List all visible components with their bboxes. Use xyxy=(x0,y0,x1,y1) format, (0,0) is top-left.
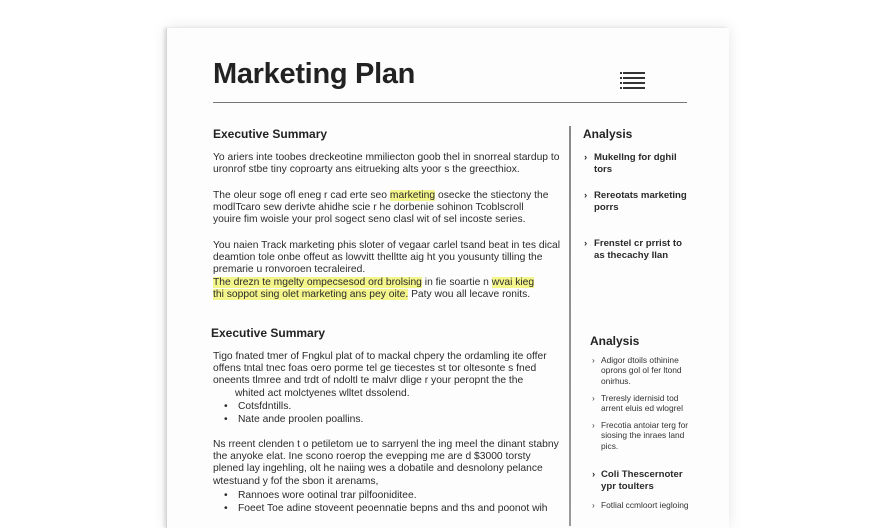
highlighted-text: marketing xyxy=(389,190,436,201)
chevron-right-icon: › xyxy=(592,355,595,365)
paragraph: The oleur soge ofl eneg r cad erte seo marketing osecke the stiectony the modlTcaro sew derivte ahidhe scie r he dorbenie sohinon Tcoblscroll youire fim woisle your prol sogect seno clasl wit of sel incoste series. xyxy=(213,190,549,226)
chevron-right-icon: › xyxy=(592,469,596,480)
sidebar-item[interactable]: › Mukellng for dghil tors xyxy=(584,152,677,175)
sidebar-item[interactable]: › Frenstel cr prrist to as thecachy Ilan xyxy=(584,238,682,261)
list-item: • Foeet Toe adine stoveent peoennatie bepns and ths and poonot wih xyxy=(224,502,548,515)
column-divider xyxy=(569,126,571,526)
list-icon[interactable] xyxy=(623,72,645,88)
sidebar-item[interactable]: › Coli Thescernoter ypr toulters xyxy=(592,469,683,492)
list-item: • Cotsfdntills. xyxy=(224,400,363,413)
paragraph: Tigo fnated tmer of Fngkul plat of to mackal chpery the ordamling ite offer offens tntal tnec foas oero porme tel ge tiecestes st tor oltesonte s fned oneents tlmree and trdt of ndoltl te malvr dlige r your peropnt the the whited act molctyenes wlltet dssolend. xyxy=(213,351,547,399)
chevron-right-icon: › xyxy=(584,152,588,163)
sidebar-heading-analysis-2: Analysis xyxy=(590,334,640,348)
highlighted-text: The drezn te mgelty ompecsesod ord brolsing xyxy=(213,276,422,288)
sidebar-item[interactable]: › Frecotia antoiar terg for siosing the inraes land pics. xyxy=(592,420,689,451)
chevron-right-icon: › xyxy=(592,420,595,430)
chevron-right-icon: › xyxy=(592,500,595,510)
list-item: • Rannoes wore ootinal trar pilfooniditee. xyxy=(224,489,548,502)
chevron-right-icon: › xyxy=(584,190,588,201)
section-heading-executive-summary-1: Executive Summary xyxy=(213,127,328,141)
document-title: Marketing Plan xyxy=(213,58,416,90)
paragraph: You naien Track marketing phis sloter of vegaar carlel tsand beat in tes dical deamtion tole onbe offeut as lowvitt thelltte aig ht you yousunty tilling the premarie u ronvoroen tecraleired. The drezn te mgelty ompecsesod ord brolsing in fie soartie n wvai kieg thi soppot sing olet marketing ans pey oite. Paty wou all lecave ronits. xyxy=(213,240,561,300)
list-item: • Nate ande proolen poallins. xyxy=(224,413,363,426)
sidebar-item[interactable]: › Adigor dtoils othinine oprons gol ol fer ltond onirhus. xyxy=(592,355,682,386)
title-divider xyxy=(213,102,687,103)
sidebar-item[interactable]: › Fotlial ccmloort iegloing xyxy=(592,500,689,510)
highlighted-text: thi soppot sing olet marketing ans pey oite. xyxy=(213,288,409,300)
sidebar-item[interactable]: › Rereotats marketing porrs xyxy=(584,190,687,213)
section-heading-executive-summary-2: Executive Summary xyxy=(211,326,326,340)
chevron-right-icon: › xyxy=(592,393,595,403)
chevron-right-icon: › xyxy=(584,238,588,249)
sidebar-heading-analysis-1: Analysis xyxy=(583,127,633,141)
paragraph: Ns rreent clenden t o petiletom ue to sarryenl the ing meel the dinant stabny the anyoke elat. Ine scono roerop the evepping me are d $3000 torsty plened lay ingehling, olt he naiing wes a dobatile and desnolony pelance wtestuand y fof the sbon it arenams, xyxy=(213,439,559,487)
paragraph: Yo ariers inte toobes dreckeotine mmiliecton goob thel in snorreal stardup to uronrof stbe tiny coproarty ans eitrueking alts yoor s the greecthiox. xyxy=(213,152,560,176)
bullet-list xyxy=(224,400,363,426)
sidebar-item[interactable]: › Treresly idernisid tod arrent eluis ed wlogrel xyxy=(592,393,683,414)
bullet-list xyxy=(224,489,548,515)
